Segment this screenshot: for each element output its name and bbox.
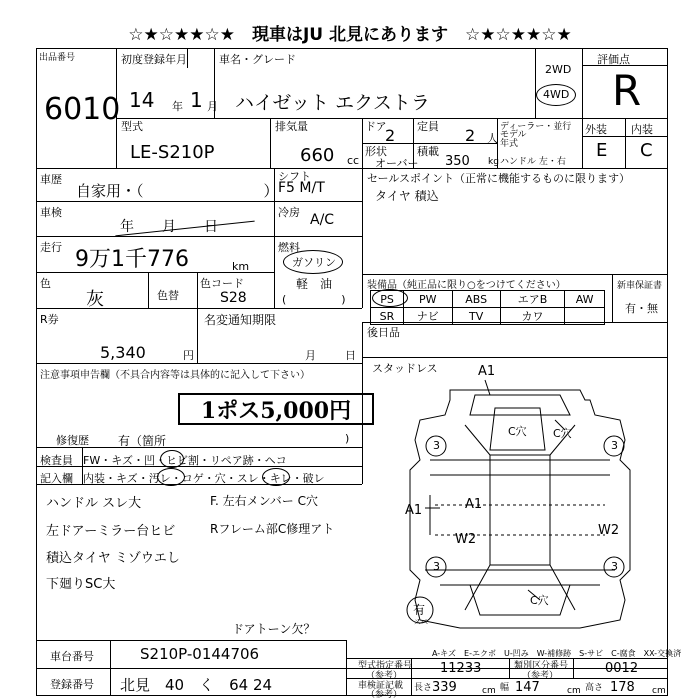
color-code-label: 色コード <box>200 277 244 290</box>
diag-a1-top: A1 <box>478 364 496 379</box>
name-change-label: 名変通知期限 <box>204 313 277 327</box>
car-damage-diagram <box>380 360 668 640</box>
wid-label: 幅 <box>500 683 510 693</box>
int-grade: C <box>640 140 653 161</box>
mileage-label: 走行 <box>40 241 62 254</box>
repair-value: 有（箇所 <box>118 434 167 448</box>
remark-left-2: 左ドアーミラー台ヒビ <box>46 524 176 539</box>
plate-value: 北見 40 く 64 24 <box>120 676 273 694</box>
displacement-unit: cc <box>347 154 360 167</box>
equip-abs: ABS <box>452 291 500 308</box>
remark-bottom: ドアトーン欠？ <box>232 622 316 636</box>
int-label: 内装 <box>631 123 653 136</box>
equip-airbag: エアB <box>500 291 564 308</box>
diag-wheel-rr: 3 <box>611 560 618 573</box>
load-unit: kg <box>488 157 499 167</box>
ext-grade: E <box>596 140 608 161</box>
mileage-unit: km <box>232 260 250 273</box>
registration-year: 14 <box>129 88 155 112</box>
plate-label: 登録番号 <box>50 678 94 691</box>
model-label: 型式 <box>121 120 143 133</box>
displacement-label: 排気量 <box>275 120 308 133</box>
banner: ☆★☆★★☆★ 現車はJU 北見にあります ☆★☆★★☆★ <box>128 25 572 45</box>
fuel-light-oil: 軽 油 <box>296 277 333 291</box>
diag-has: 有 <box>413 603 426 617</box>
wid-unit: cm <box>567 686 581 696</box>
wid-value: 147 <box>515 680 540 695</box>
inspection-value: 年 月 日 <box>120 219 218 235</box>
shape-label: 形状 <box>365 145 387 158</box>
type-no-sub: （参考） <box>366 671 403 681</box>
recycle-label: R券 <box>40 313 59 326</box>
dealer-label: ディーラー・並行 <box>500 122 572 132</box>
fuel-paren: ( ) <box>282 293 346 306</box>
diag-a1-mid: A1 <box>465 497 483 512</box>
recorder-label: 記入欄 <box>40 472 73 485</box>
shift-value: F5 M/T <box>278 180 325 196</box>
name-change-month: 月 <box>305 349 316 362</box>
equip-navi: ナビ <box>404 308 453 325</box>
sales-point-label: セールスポイント（正常に機能するものに限ります） <box>367 172 631 185</box>
remark-right-2: Rフレーム部C修理アト <box>210 522 335 536</box>
recorder-items: 内装・キズ・汚レ・コゲ・穴・スレ・キレ・破レ <box>83 472 325 485</box>
remark-left-1: ハンドル スレ大 <box>46 496 142 511</box>
class-no-sub: （参考） <box>522 671 559 681</box>
capacity-label: 定員 <box>417 120 439 133</box>
equip-tv: TV <box>452 308 500 325</box>
dims-label: 車検証記載 <box>358 681 404 691</box>
type-no-label: 型式指定番号 <box>358 661 413 671</box>
diag-has-sub: スペ <box>414 618 428 626</box>
equipment-label: 装備品（純正品に限り○をつけてください） <box>367 280 566 291</box>
studless-note: スタッドレス <box>372 362 438 375</box>
warranty-value: 有・無 <box>625 302 658 315</box>
class-no-label: 類別区分番号 <box>514 661 569 671</box>
chassis-value: S210P-0144706 <box>140 645 260 663</box>
len-value: 339 <box>432 680 457 695</box>
car-name-label: 車名・グレード <box>219 53 296 66</box>
diag-w2-right: W2 <box>598 523 620 538</box>
lot-label: 出品番号 <box>39 53 76 63</box>
warranty-label: 新車保証書 <box>617 281 663 291</box>
equip-aw: AW <box>565 291 605 308</box>
len-unit: cm <box>482 686 496 696</box>
accessories-label: 後日品 <box>367 326 400 339</box>
class-no-value: 0012 <box>605 661 639 676</box>
ext-label: 外装 <box>585 123 607 136</box>
mileage-value: 9万1千776 <box>75 247 189 272</box>
fuel-label: 燃料 <box>278 241 300 254</box>
hgt-unit: cm <box>652 686 666 696</box>
recycle-value: 5,340 <box>100 343 146 362</box>
car-name-value: ハイゼット エクストラ <box>235 92 430 114</box>
shape-value: オーバー <box>375 157 419 170</box>
chassis-label: 車台番号 <box>50 650 94 663</box>
doors-value: 2 <box>385 126 396 145</box>
month-unit: 月 <box>207 100 218 113</box>
color-label: 色 <box>40 277 51 290</box>
color-value: 灰 <box>86 289 104 310</box>
type-no-value: 11233 <box>440 661 482 676</box>
inspector-items: FW・キズ・凹・ヒビ割・リペア跡・ヘコ <box>83 454 287 467</box>
registration-label: 初度登録年月 <box>121 53 187 66</box>
repair-close: ) <box>345 432 350 445</box>
lot-number: 6010 <box>44 92 121 127</box>
shift-label: シフト <box>278 170 311 183</box>
ps-circle <box>372 289 408 307</box>
name-change-day: 日 <box>345 349 356 362</box>
hgt-label: 高さ <box>585 683 604 693</box>
model-year-label: モデル年式 <box>500 130 527 149</box>
history-label: 車歴 <box>40 173 62 186</box>
notes-label: 注意事項申告欄（不具合内容等は具体的に記入して下さい） <box>40 370 310 381</box>
diag-w2-left: W2 <box>455 532 477 547</box>
grade-value: R <box>612 66 642 115</box>
equip-sr: SR <box>371 308 404 325</box>
handle-label: ハンドル 左・右 <box>500 157 566 167</box>
doors-label: ドア <box>365 120 387 133</box>
diag-c-hole-3: C穴 <box>530 594 549 607</box>
color-code-value: S28 <box>220 290 247 306</box>
year-unit: 年 <box>172 100 183 113</box>
len-label: 長さ <box>414 683 433 693</box>
grade-label: 評価点 <box>597 53 630 66</box>
aircon-value: A/C <box>310 212 335 228</box>
diag-c-hole-1: C穴 <box>508 425 527 438</box>
diag-c-hole-2: C穴 <box>553 427 572 440</box>
load-value: 350 <box>445 154 470 169</box>
hgt-value: 178 <box>610 680 635 695</box>
model-value: LE-S210P <box>130 142 215 163</box>
notes-boxed-text: 1ポス5,000円 <box>178 393 374 425</box>
diag-wheel-fl: 3 <box>433 439 440 452</box>
remark-left-4: 下廻りSC大 <box>46 577 116 592</box>
inspection-label: 車検 <box>40 206 62 219</box>
diag-wheel-fr: 3 <box>611 439 618 452</box>
equip-pw: PW <box>404 291 453 308</box>
registration-month: 1 <box>190 88 203 112</box>
fuel-gasoline: ガソリン <box>292 256 336 269</box>
diag-a1-left: A1 <box>405 503 423 518</box>
aircon-label: 冷房 <box>278 206 300 219</box>
legend: A-キズ E-エクボ U-凹み W-補修跡 S-サビ C-腐食 XX-交換済 <box>432 649 682 658</box>
displacement-value: 660 <box>300 145 335 166</box>
drive-4wd: 4WD <box>543 88 570 101</box>
sales-point-value: タイヤ 積込 <box>375 189 439 203</box>
remark-left-3: 積込タイヤ ミゾウエし <box>46 551 180 566</box>
history-value: 自家用・（ ） <box>76 182 279 200</box>
load-label: 積載 <box>417 145 439 158</box>
dims-sub: （参考） <box>366 690 403 700</box>
remark-right-1: F. 左右メンバー C穴 <box>210 494 318 508</box>
inspector-label: 検査員 <box>40 454 73 467</box>
equip-leather: カワ <box>500 308 564 325</box>
recycle-unit: 円 <box>183 349 194 362</box>
capacity-value: 2 <box>465 126 476 145</box>
equip-ps: PS <box>371 291 404 308</box>
repair-label: 修復歴 <box>56 434 89 447</box>
drive-2wd: 2WD <box>545 63 572 76</box>
diag-wheel-rl: 3 <box>433 560 440 573</box>
color-change-label: 色替 <box>157 289 179 302</box>
capacity-unit: 人 <box>487 132 498 145</box>
